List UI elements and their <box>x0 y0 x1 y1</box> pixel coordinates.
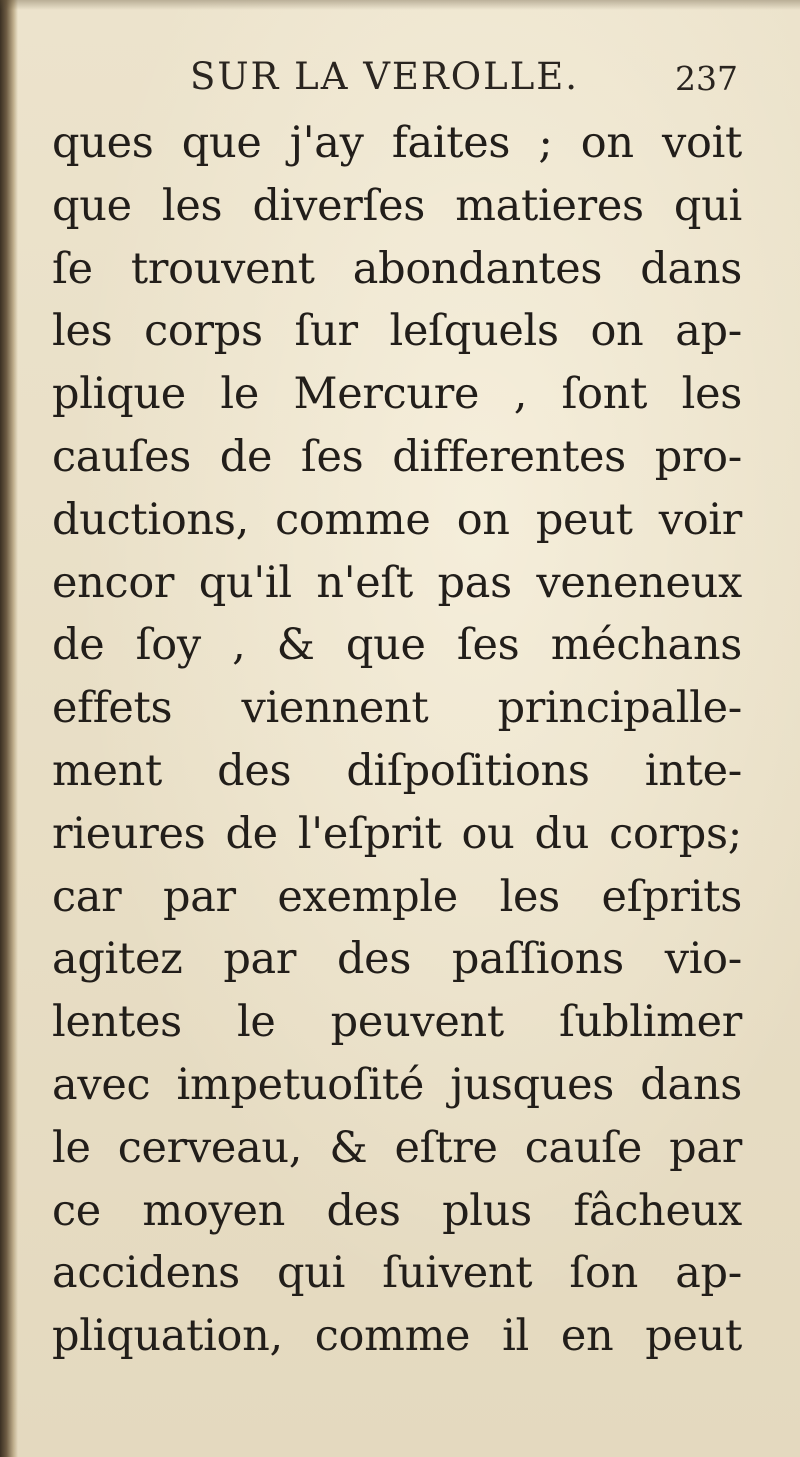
page-number: 237 <box>675 59 738 98</box>
running-head <box>190 55 770 105</box>
text-line: effets viennent principalle- <box>52 683 742 734</box>
text-line: lentes le peuvent ſublimer <box>52 997 742 1048</box>
text-line: ſe trouvent abondantes dans <box>52 243 742 294</box>
text-line: de ſoy , & que ſes méchans <box>52 620 742 671</box>
text-line: car par exemple les eſprits <box>52 871 742 922</box>
text-line: cauſes de ſes differentes pro- <box>52 431 742 482</box>
text-line: rieures de l'eſprit ou du corps; <box>52 808 742 859</box>
text-line: ductions, comme on peut voir <box>52 494 742 545</box>
text-line: agitez par des paſſions vio- <box>52 934 742 985</box>
binding-edge <box>0 0 18 1457</box>
running-head-title: SUR LA VEROLLE. <box>190 55 580 98</box>
text-line: ment des diſpoſitions inte- <box>52 745 742 796</box>
page-top-shadow <box>0 0 800 10</box>
text-line: le cerveau, & eſtre cauſe par <box>52 1122 742 1173</box>
text-line: ques que j'ay faites ; on voit <box>52 118 742 168</box>
text-line: encor qu'il n'eſt pas veneneux <box>52 557 742 608</box>
text-line: pliquation, comme il en peut <box>52 1311 742 1362</box>
text-line: que les diverſes matieres qui <box>52 180 742 231</box>
text-line: avec impetuoſité jusques dans <box>52 1059 742 1110</box>
body-text <box>52 112 742 1368</box>
text-line: ce moyen des plus fâcheux <box>52 1185 742 1236</box>
text-line: plique le Mercure , ſont les <box>52 369 742 420</box>
text-line: accidens qui ſuivent ſon ap- <box>52 1248 742 1299</box>
text-line: les corps ſur leſquels on ap- <box>52 306 742 357</box>
